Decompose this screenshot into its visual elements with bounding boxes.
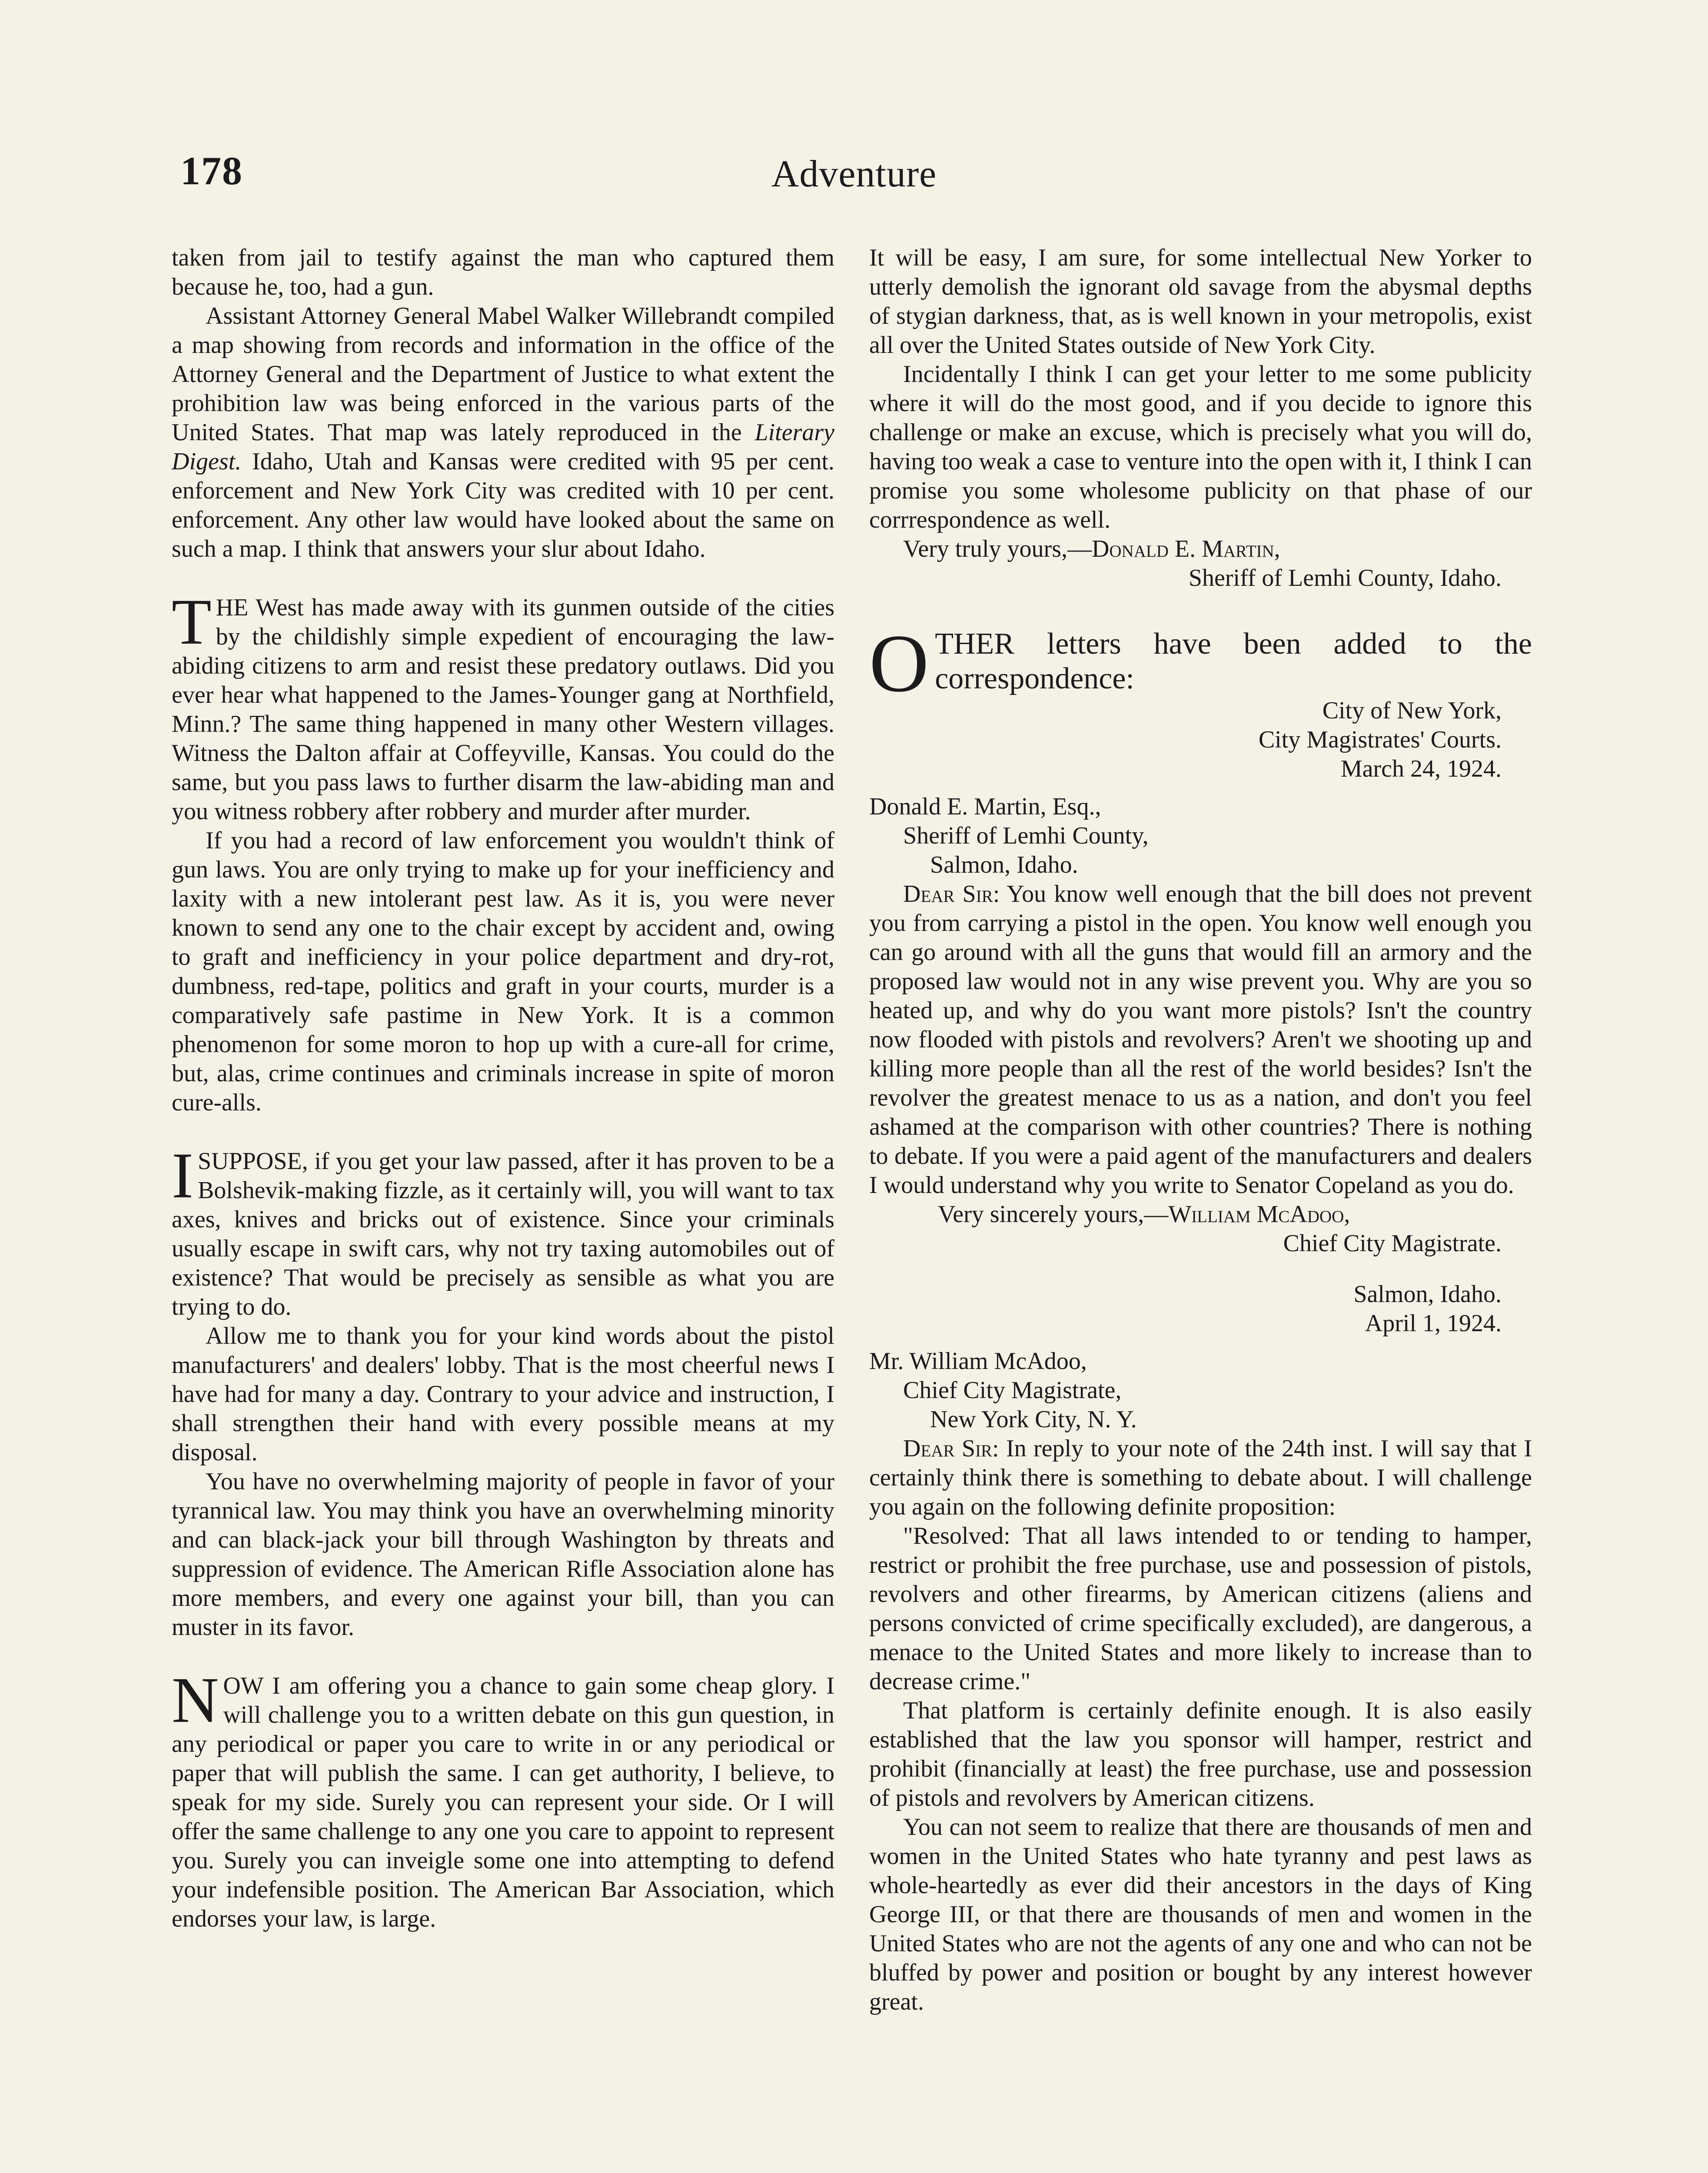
signature-title: Chief City Magistrate.: [1283, 1230, 1502, 1257]
letter-place: City of New York,: [1322, 697, 1502, 724]
italic-title: Literary Digest.: [172, 419, 835, 475]
signature-name: Donald E. Martin,: [1091, 535, 1280, 562]
letter-place: Salmon, Idaho.: [1353, 1281, 1502, 1308]
drop-cap: N: [172, 1664, 219, 1736]
drop-cap: T: [172, 586, 212, 658]
address-line: Salmon, Idaho.: [930, 851, 1078, 878]
drop-cap: I: [172, 1140, 193, 1212]
page-number: 178: [180, 149, 243, 193]
section-suppose: [172, 1140, 834, 1642]
salutation: Dear Sir:: [903, 880, 1000, 907]
signature-line: Very truly yours,—Donald E. Martin,: [903, 535, 1280, 562]
letter-body: Dear Sir: In reply to your note of the 24th inst. I will say that I certainly think there is something to debate about. I will challenge you again on the following definite proposition:: [869, 1435, 1532, 1520]
address-line: Mr. William McAdoo,: [869, 1348, 1087, 1375]
paragraph: If you had a record of law enforcement you wouldn't think of gun laws. You are only trying to make up for your inefficiency and laxity with a new intolerant pest law. As it is, you were never known to send any one to the chair except by accident and, owing to graft and inefficiency in your police department and dry-rot, dumbness, red-tape, politics and graft in your courts, murder is a comparatively safe pastime in New York. It is a common phenomenon for some moron to hop up with a cure-all for crime, but, alas, crime continues and criminals increase in spite of moron cure-alls.: [172, 827, 834, 1116]
paragraph: Incidentally I think I can get your letter to me some publicity where it will do the most good, and if you decide to ignore this challenge or make an excuse, which is precisely what you will do, having too weak a case to venture into the open with it, I think I can promise you some wholesome publicity on that phase of our corrrespondence as well.: [869, 361, 1532, 533]
salutation: Dear Sir:: [903, 1435, 999, 1462]
paragraph: THE West has made away with its gunmen outside of the cities by the childishly simple expedient of encouraging the law-abiding citizens to arm and resist these predatory outlaws. Did you ever hear what happened to the James-Younger gang at Northfield, Minn.? The same thing happened in many other Western villages. Witness the Dalton affair at Coffeyville, Kansas. You could do the same, but you pass laws to further disarm the law-abiding man and you witness robbery after robbery and murder after murder.: [172, 586, 834, 825]
letter-body: Dear Sir: You know well enough that the bill does not prevent you from carrying a pistol in the open. You know well enough you can go around with all the guns that would fill an armory and the proposed law would not in any wise prevent you. Why are you so heated up, and why do you want more pistols? Isn't the country now flooded with pistols and revolvers? Aren't we shooting up and killing more people than all the rest of the world besides? Isn't the revolver the greatest menace to us as a nation, and don't you feel ashamed at the comparison with other countries? There is nothing to debate. If you were a paid agent of the manufacturers and dealers I would understand why you write to Senator Copeland as you do.: [869, 880, 1532, 1199]
section-west: [172, 586, 834, 1117]
section-other-letters: [869, 618, 1532, 709]
address-line: Sheriff of Lemhi County,: [903, 822, 1149, 849]
right-column: [869, 243, 1532, 2017]
paragraph: You have no overwhelming majority of people in favor of your tyrannical law. You may think you have an overwhelming minority and can black-jack your bill through Washington by threats and suppression of evidence. The American Rifle Association alone has more members, and every one against your bill, than you can muster in its favor.: [172, 1468, 834, 1641]
signature-title: Sheriff of Lemhi County, Idaho.: [1188, 565, 1502, 591]
paragraph: Allow me to thank you for your kind words about the pistol manufacturers' and dealers' lobby. That is the most cheerful news I have had for many a day. Contrary to your advice and instruction, I shall strengthen their hand with every possible means at my disposal.: [172, 1322, 834, 1466]
section-intro: OTHER letters have been added to the correspondence:: [869, 618, 1532, 709]
paragraph: NOW I am offering you a chance to gain some cheap glory. I will challenge you to a written debate on this gun question, in any periodical or paper you care to write in or any periodical or paper that will publish the same. I can get authority, I believe, to speak for my side. Surely you can represent your side. Or I will offer the same challenge to any one you care to appoint to represent you. Surely you can inveigle some one into attempting to defend your indefensible position. The American Bar Association, which endorses your law, is large.: [172, 1664, 834, 1932]
section-now: [172, 1664, 834, 1934]
letter-date: April 1, 1924.: [1365, 1310, 1502, 1337]
letter-place: City Magistrates' Courts.: [1258, 726, 1502, 753]
paragraph: You can not seem to realize that there are thousands of men and women in the United States who hate tyranny and pest laws as whole-heartedly as ever did their ancestors in the days of King George III, or that there are thousands of men and women in the United States who are not the agents of any one and who can not be bluffed by power and position or bought by any interest however great.: [869, 1814, 1532, 2015]
signature-line: Very sincerely yours,—William McAdoo,: [938, 1201, 1350, 1228]
letter-date: March 24, 1924.: [1340, 755, 1502, 782]
address-line: New York City, N. Y.: [930, 1406, 1137, 1433]
resolution-quote: "Resolved: That all laws intended to or tending to hamper, restrict or prohibit the free purchase, use and possession of pistols, revolvers and other firearms, by American citizens (aliens and persons convicted of crime specifically excluded), are dangerous, a menace to the United States and more likely to increase than to decrease crime.": [869, 1522, 1532, 1695]
paragraph: ISUPPOSE, if you get your law passed, after it has proven to be a Bolshevik-making fizzle, as it certainly will, you will want to tax axes, knives and bricks out of existence. Since your criminals usually escape in swift cars, why not try taxing automobiles out of existence? That would be precisely as sensible as what you are trying to do.: [172, 1140, 834, 1320]
running-title: Adventure: [771, 153, 937, 195]
paragraph: That platform is certainly definite enough. It is also easily established that the law you sponsor will hamper, restrict and prohibit (financially at least) the free purchase, use and possession of pistols and revolvers by American citizens.: [869, 1697, 1532, 1811]
address-line: Chief City Magistrate,: [903, 1377, 1122, 1404]
paragraph: It will be easy, I am sure, for some intellectual New Yorker to utterly demolish the ignorant old savage from the abysmal depths of stygian darkness, that, as is well known in your metropolis, exist all over the United States outside of New York City.: [869, 244, 1532, 359]
address-line: Donald E. Martin, Esq.,: [869, 793, 1101, 820]
paragraph: taken from jail to testify against the man who captured them because he, too, had a gun.: [172, 244, 834, 300]
signature-name: William McAdoo,: [1168, 1201, 1350, 1228]
paragraph: Assistant Attorney General Mabel Walker Willebrandt compiled a map showing from records and information in the office of the Attorney General and the Department of Justice to what extent the prohibition law was being enforced in the various parts of the United States. That map was lately reproduced in the Literary Digest. Idaho, Utah and Kansas were credited with 95 per cent. enforcement and New York City was credited with 10 per cent. enforcement. Any other law would have looked about the same on such a map. I think that answers your slur about Idaho.: [172, 302, 835, 562]
drop-cap: O: [869, 618, 929, 709]
left-column: [172, 243, 834, 1934]
